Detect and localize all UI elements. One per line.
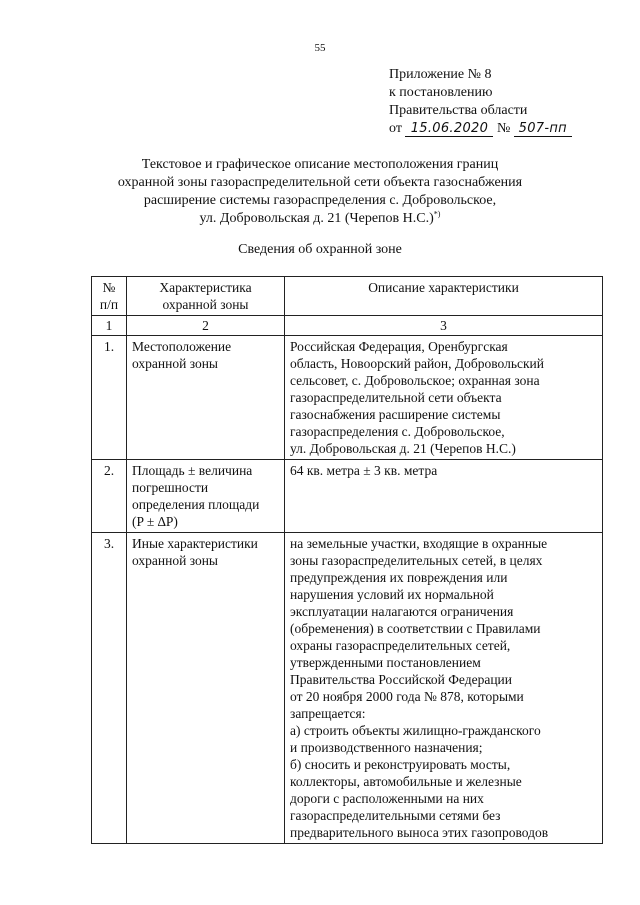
column-number: 2 — [127, 316, 285, 336]
table-row — [92, 460, 603, 533]
row-description: Российская Федерация, Оренбургская область, Новоорский район, Добровольский сельсовет, с. Добровольское; охранная зона газораспределительной сети объекта газоснабжения расширение системы газораспределения с. Добровольское, ул. Добровольская д. 21 (Черепов Н.С.) — [285, 336, 603, 460]
row-number: 3. — [92, 533, 127, 844]
row-characteristic: Местоположение охранной зоны — [127, 336, 285, 460]
handwritten-date: 15.06.2020 — [405, 122, 493, 137]
page-number: 55 — [314, 42, 326, 54]
table-row — [92, 336, 603, 460]
title-line-last — [90, 210, 550, 228]
row-number: 1. — [92, 336, 127, 460]
column-number-row — [92, 316, 603, 336]
table-header-row — [92, 277, 603, 316]
appendix-line: Правительства области — [389, 103, 528, 118]
number-sign: № — [496, 121, 511, 136]
header-characteristic: Характеристика охранной зоны — [127, 277, 285, 316]
title-line: Текстовое и графическое описание местоположения границ — [141, 157, 499, 172]
header-description: Описание характеристики — [285, 277, 603, 316]
appendix-date-line — [389, 120, 572, 138]
row-characteristic: Площадь ± величина погрешности определения площади (P ± ∆P) — [127, 460, 285, 533]
row-description: на земельные участки, входящие в охранные зоны газораспределительных сетей, в целях предупреждения их повреждения или нарушения условий их нормальной эксплуатации налагаются ограничения (обременения) в соответствии с Правилами охраны газораспределительных сетей, утвержденными постановлением Правительства Российской Федерации от 20 ноября 2000 года № 878, которыми запрещается: а) строить объекты жилищно-гражданского и производственного назначения; б) сносить и реконструировать мосты, коллекторы, автомобильные и железные дороги с расположенными на них газораспределительными сетями без предварительного выноса этих газопроводов — [285, 533, 603, 844]
column-number: 1 — [92, 316, 127, 336]
header-num: № п/п — [92, 277, 127, 316]
handwritten-number: 507-пп — [514, 122, 572, 137]
row-characteristic: Иные характеристики охранной зоны — [127, 533, 285, 844]
appendix-line: Приложение № 8 — [389, 67, 492, 82]
table-row — [92, 533, 603, 844]
title-line: охранной зоны газораспределительной сети объекта газоснабжения — [117, 175, 523, 190]
row-number: 2. — [92, 460, 127, 533]
appendix-block — [389, 66, 572, 138]
section-subtitle: Сведения об охранной зоне — [238, 242, 402, 257]
zone-info-table — [91, 276, 603, 844]
title-line: расширение системы газораспределения с. Добровольское, — [143, 193, 497, 208]
date-prefix: от — [389, 121, 402, 136]
column-number: 3 — [285, 316, 603, 336]
document-title — [90, 156, 550, 228]
footnote-mark: *) — [433, 209, 441, 219]
title-line: ул. Добровольская д. 21 (Черепов Н.С.) — [199, 211, 434, 226]
appendix-line: к постановлению — [389, 85, 493, 100]
row-description: 64 кв. метра ± 3 кв. метра — [285, 460, 603, 533]
